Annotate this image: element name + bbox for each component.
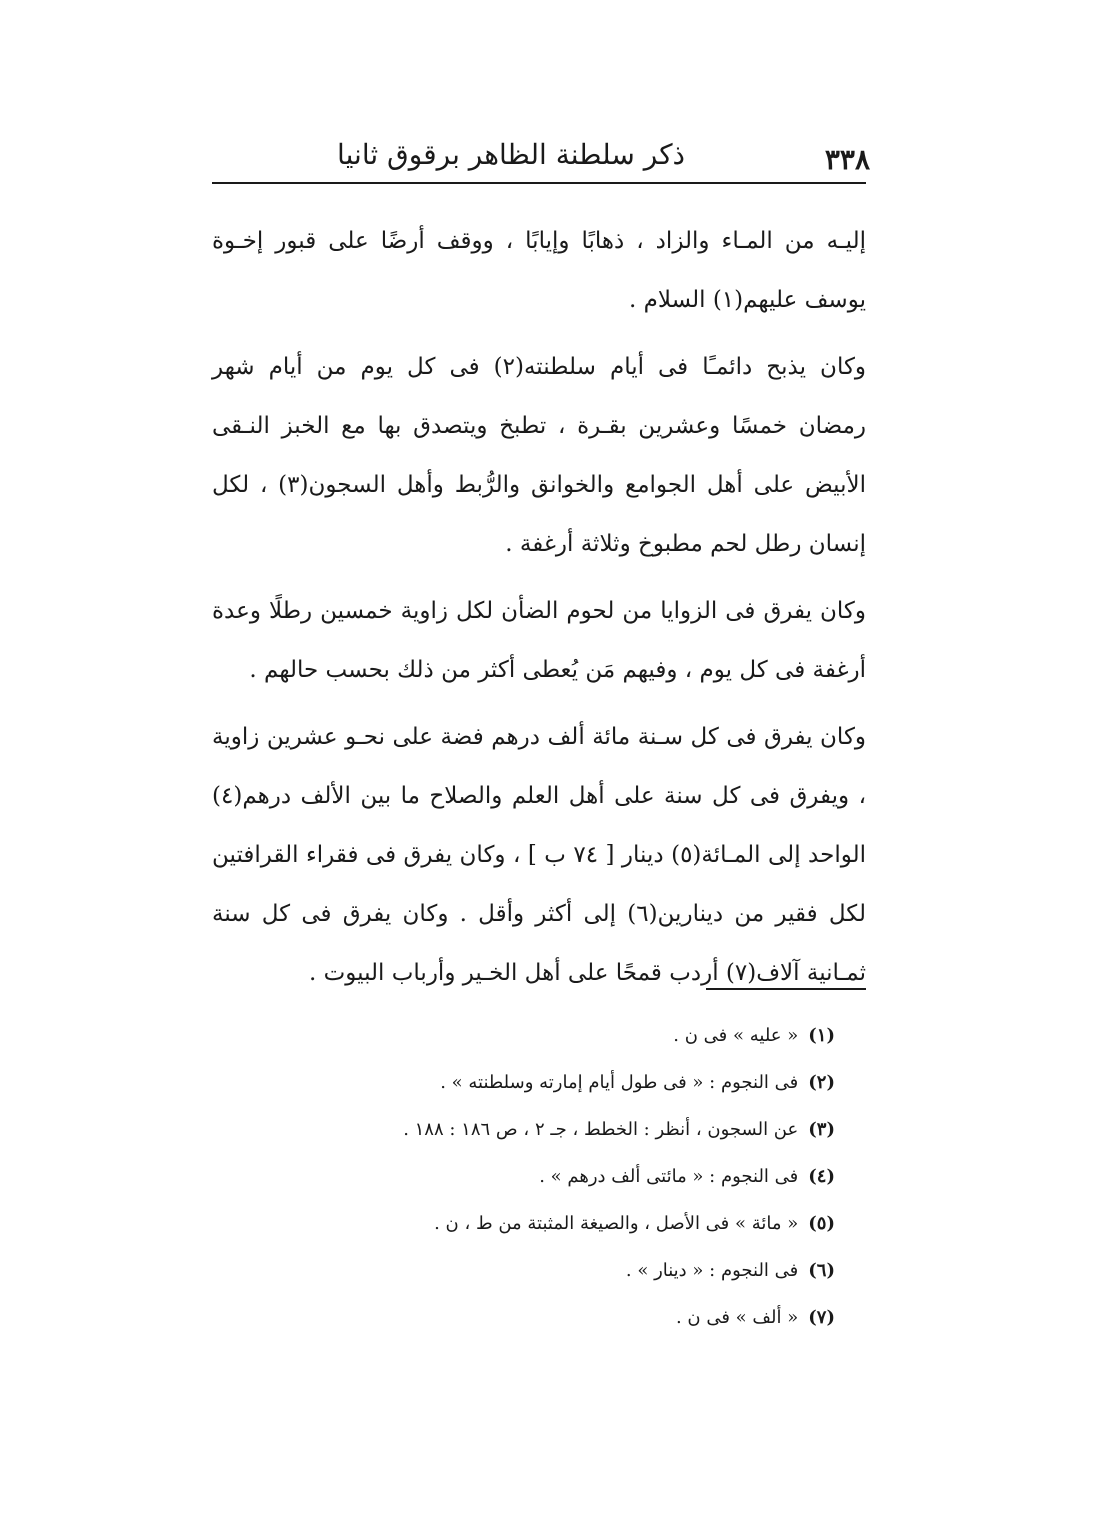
paragraph: وكان يذبح دائمـًا فى أيام سلطنته(٢) فى كل يوم من أيام شهر رمضان خمسًا وعشرين بقـرة ، تطبخ ويتصدق بها مع الخبز النـقى الأبيض على أهل الجوامع والخوانق والرُّبط وأهل السجون(٣) ، لكل إنسان رطل لحم مطبوخ وثلاثة أرغفة . xyxy=(212,354,867,557)
paragraph: وكان يفرق فى الزوايا من لحوم الضأن لكل زاوية خمسين رطلًا وعدة أرغفة فى كل يوم ، وفيهم مَن يُعطى أكثر من ذلك بحسب حالهم . xyxy=(212,598,866,683)
footnote xyxy=(330,1153,835,1200)
footnote-rule xyxy=(706,988,866,990)
footnote-text: عن السجون ، أنظر : الخطط ، جـ ٢ ، ص ١٨٦ : ١٨٨ . xyxy=(403,1119,799,1140)
footnote xyxy=(330,1059,835,1106)
footnote-text: فى النجوم : « فى طول أيام إمارته وسلطنته » . xyxy=(440,1072,799,1093)
header-rule xyxy=(212,182,866,184)
footnote xyxy=(330,1106,835,1153)
footnote xyxy=(330,1247,835,1294)
footnote xyxy=(330,1200,835,1247)
footnote-text: « ألف » فى ن . xyxy=(675,1307,799,1328)
footnote-number: (٦) xyxy=(808,1260,835,1281)
main-text xyxy=(212,212,866,1003)
footnote-text: فى النجوم : « دينار » . xyxy=(625,1260,799,1281)
footnote-number: (٣) xyxy=(808,1119,835,1140)
paragraph: إليـه من المـاء والزاد ، ذهابًا وإيابًا ، ووقف أرضًا على قبور إخـوة يوسف عليهم(١) السلام . xyxy=(212,228,866,313)
footnote-number: (٥) xyxy=(808,1213,835,1234)
footnote-number: (٤) xyxy=(808,1166,835,1187)
footnote-text: « عليه » فى ن . xyxy=(673,1025,799,1046)
running-title: ذكر سلطنة الظاهر برقوق ثانيا xyxy=(337,138,685,171)
footnote xyxy=(330,1012,835,1059)
paragraph: وكان يفرق فى كل سـنة مائة ألف درهم فضة على نحـو عشرين زاوية ، ويفرق فى كل سنة على أهل العلم والصلاح ما بين الألف درهم(٤) الواحد إلى المـائة(٥) دينار [ ٧٤ ب ] ، وكان يفرق فى فقراء القرافتين لكل فقير من دينارين(٦) إلى أكثر وأقل . وكان يفرق فى كل سنة ثمـانية آلاف(٧) أردب قمحًا على أهل الخـير وأرباب البيوت . xyxy=(212,724,867,986)
footnote xyxy=(330,1294,835,1341)
footnote-number: (٧) xyxy=(808,1307,835,1328)
page-number: ٣٣٨ xyxy=(824,143,870,176)
footnote-text: فى النجوم : « مائتى ألف درهم » . xyxy=(539,1166,799,1187)
footnote-number: (٢) xyxy=(808,1072,835,1093)
footnotes-list xyxy=(330,1012,835,1341)
footnote-number: (١) xyxy=(808,1025,835,1046)
footnote-text: « مائة » فى الأصل ، والصيغة المثبتة من ط ، ن . xyxy=(434,1213,799,1234)
